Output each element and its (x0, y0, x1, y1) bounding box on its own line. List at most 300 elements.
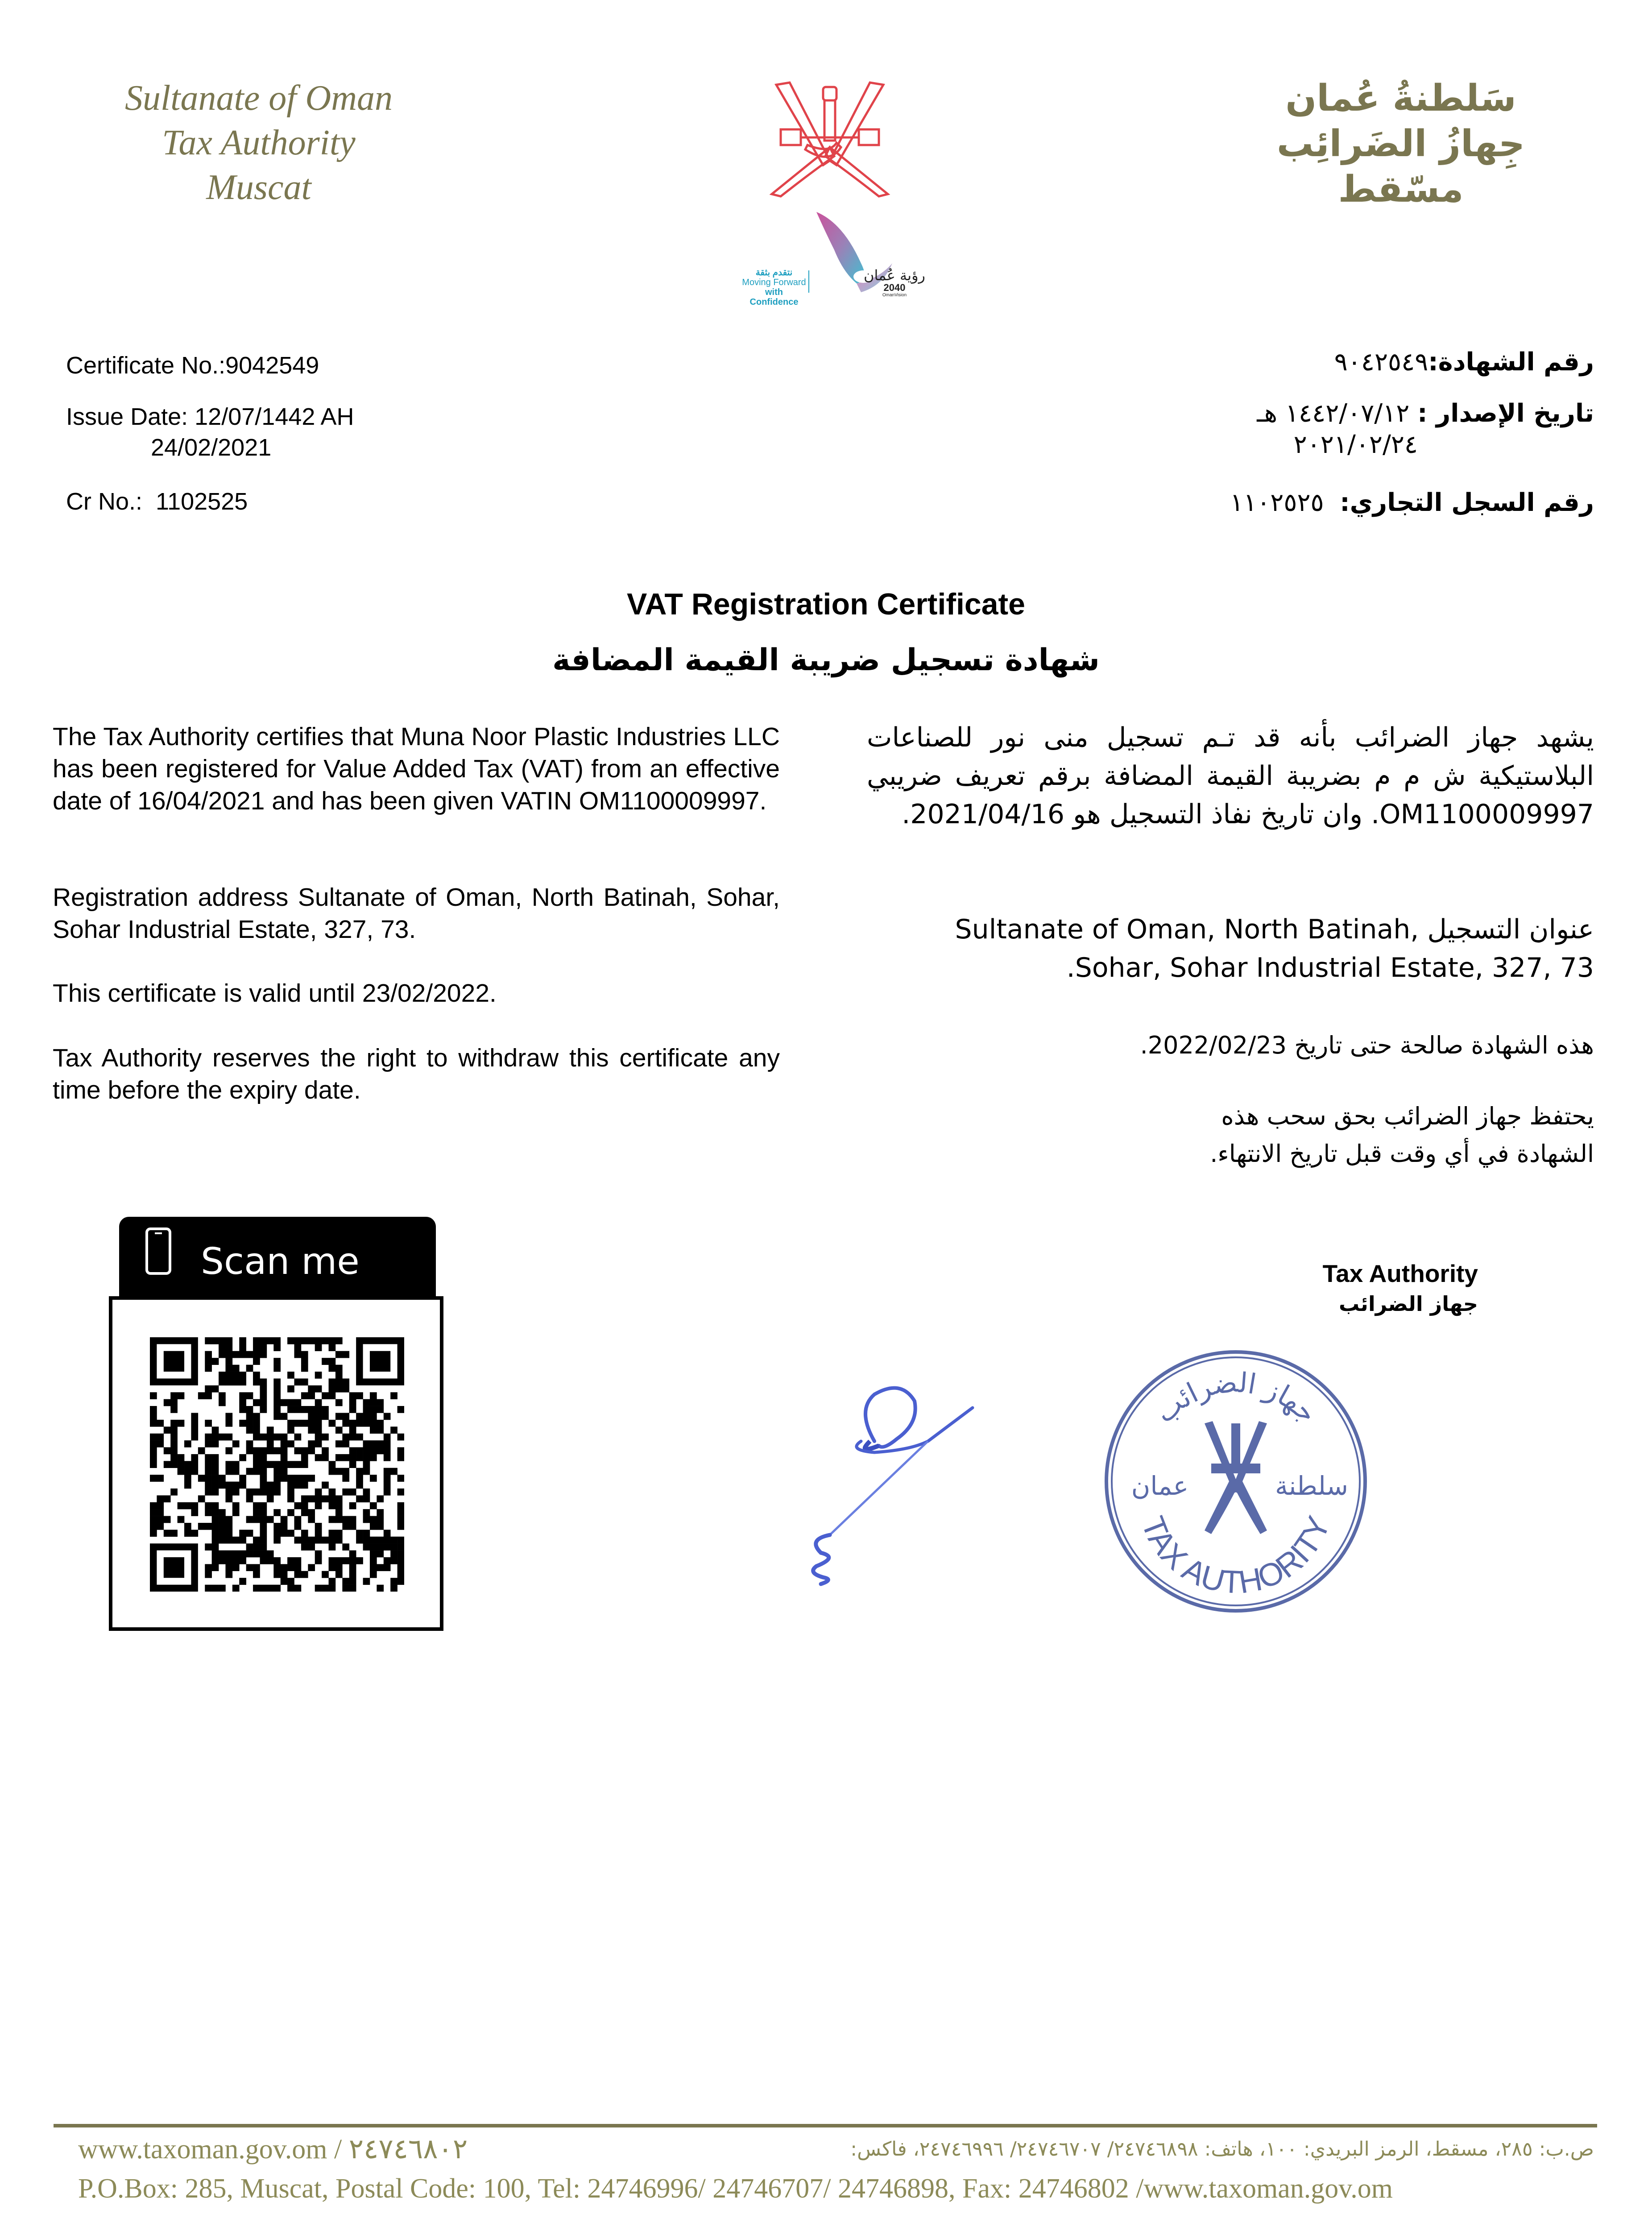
header-ar-line-country: سَلطنةُ عُمان (1285, 77, 1516, 120)
qr-module (219, 1537, 226, 1544)
certificate-title-ar: شهادة تسجيل ضريبة القيمة المضافة (552, 643, 1100, 678)
qr-module (363, 1454, 370, 1461)
qr-module (212, 1585, 219, 1592)
qr-module (390, 1427, 397, 1434)
qr-module (329, 1378, 336, 1385)
qr-module (212, 1537, 219, 1544)
qr-module (322, 1454, 329, 1461)
qr-module (260, 1385, 267, 1393)
qr-module (273, 1468, 281, 1475)
qr-module (363, 1509, 370, 1516)
qr-module (219, 1523, 226, 1530)
qr-module (178, 1516, 185, 1523)
qr-module (178, 1468, 185, 1475)
qr-module (212, 1358, 219, 1365)
qr-module (342, 1468, 349, 1475)
qr-module (356, 1495, 363, 1502)
qr-module (232, 1537, 240, 1544)
qr-module (267, 1337, 274, 1344)
qr-module (273, 1337, 281, 1344)
qr-module (273, 1399, 281, 1406)
qr-module (170, 1489, 178, 1496)
qr-module (370, 1516, 377, 1523)
qr-module (281, 1413, 288, 1420)
qr-module (273, 1509, 281, 1516)
qr-module (356, 1392, 363, 1399)
qr-module (384, 1440, 391, 1447)
qr-module (219, 1392, 226, 1399)
qr-module (184, 1461, 191, 1468)
qr-module (377, 1406, 384, 1413)
qr-module (315, 1537, 322, 1544)
qr-module (267, 1461, 274, 1468)
qr-module (377, 1509, 384, 1516)
qr-module (246, 1406, 253, 1413)
qr-module (335, 1337, 343, 1344)
qr-module (363, 1543, 370, 1551)
qr-module (294, 1378, 302, 1385)
qr-module (370, 1564, 377, 1571)
qr-module (335, 1516, 343, 1523)
qr-module (329, 1489, 336, 1496)
qr-module (349, 1447, 356, 1454)
qr-module (335, 1509, 343, 1516)
qr-module (370, 1523, 377, 1530)
qr-module (397, 1578, 404, 1585)
qr-module (287, 1530, 294, 1537)
qr-module (322, 1585, 329, 1592)
qr-module (281, 1447, 288, 1454)
qr-module (170, 1399, 178, 1406)
qr-module (205, 1461, 212, 1468)
qr-module (150, 1530, 157, 1537)
qr-module (342, 1543, 349, 1551)
qr-module (294, 1523, 302, 1530)
qr-module (157, 1475, 164, 1482)
qr-module (349, 1489, 356, 1496)
qr-module (260, 1509, 267, 1516)
qr-module (157, 1434, 164, 1441)
qr-module (349, 1406, 356, 1413)
qr-module (184, 1440, 191, 1447)
qr-module (322, 1337, 329, 1344)
qr-module (253, 1509, 260, 1516)
qr-module (150, 1406, 157, 1413)
qr-module (329, 1344, 336, 1351)
body-ar-withdrawal: يحتفظ جهاز الضرائب بحق سحب هذه الشهادة في أي وقت قبل تاريخ الانتهاء. (1210, 1102, 1594, 1168)
qr-module (329, 1358, 336, 1365)
qr-module (363, 1537, 370, 1544)
qr-module (370, 1502, 377, 1509)
qr-module (239, 1344, 246, 1351)
qr-module (267, 1557, 274, 1564)
qr-module (205, 1475, 212, 1482)
qr-module (219, 1530, 226, 1537)
qr-module (253, 1489, 260, 1496)
qr-module (301, 1537, 308, 1544)
qr-module (301, 1482, 308, 1489)
qr-module (225, 1516, 232, 1523)
qr-module (157, 1440, 164, 1447)
qr-module (253, 1434, 260, 1441)
qr-module (219, 1509, 226, 1516)
certificate-label-ar: رقم الشهادة: (1428, 348, 1594, 377)
qr-module (322, 1392, 329, 1399)
qr-module (301, 1337, 308, 1344)
qr-module (315, 1372, 322, 1379)
qr-module (281, 1454, 288, 1461)
qr-finder-pattern (164, 1351, 184, 1372)
cr-value-ar: ١١٠٢٥٢٥ (1230, 488, 1324, 517)
qr-module (212, 1489, 219, 1496)
qr-module (150, 1413, 157, 1420)
qr-module (232, 1551, 240, 1558)
qr-module (260, 1447, 267, 1454)
qr-module (329, 1537, 336, 1544)
qr-module (342, 1523, 349, 1530)
qr-module (157, 1509, 164, 1516)
qr-module (308, 1543, 315, 1551)
qr-module (219, 1434, 226, 1441)
qr-module (335, 1372, 343, 1379)
qr-module (198, 1392, 205, 1399)
qr-module (232, 1351, 240, 1358)
qr-module (329, 1530, 336, 1537)
qr-module (191, 1461, 198, 1468)
qr-module (308, 1392, 315, 1399)
qr-module (397, 1447, 404, 1454)
qr-module (315, 1399, 322, 1406)
qr-module (356, 1482, 363, 1489)
qr-module (212, 1564, 219, 1571)
qr-module (225, 1461, 232, 1468)
qr-module (301, 1358, 308, 1365)
vision-tagline (741, 268, 807, 307)
qr-module (212, 1385, 219, 1393)
qr-module (150, 1447, 157, 1454)
qr-module (267, 1489, 274, 1496)
qr-module (191, 1509, 198, 1516)
qr-module (370, 1399, 377, 1406)
qr-module (287, 1337, 294, 1344)
qr-module (225, 1372, 232, 1379)
qr-module (397, 1406, 404, 1413)
qr-module (205, 1358, 212, 1365)
qr-module (273, 1482, 281, 1489)
qr-module (363, 1530, 370, 1537)
qr-module (273, 1385, 281, 1393)
qr-module (253, 1571, 260, 1578)
qr-module (239, 1482, 246, 1489)
qr-module (184, 1482, 191, 1489)
qr-module (294, 1564, 302, 1571)
qr-module (301, 1530, 308, 1537)
qr-module (349, 1392, 356, 1399)
qr-module (219, 1399, 226, 1406)
qr-module (253, 1468, 260, 1475)
qr-module (315, 1434, 322, 1441)
qr-module (294, 1571, 302, 1578)
qr-module (308, 1440, 315, 1447)
qr-module (390, 1585, 397, 1592)
qr-module (287, 1489, 294, 1496)
qr-module (335, 1495, 343, 1502)
qr-module (342, 1440, 349, 1447)
qr-module (342, 1475, 349, 1482)
qr-module (315, 1489, 322, 1496)
qr-module (205, 1365, 212, 1372)
qr-module (267, 1551, 274, 1558)
qr-module (246, 1447, 253, 1454)
qr-module (356, 1530, 363, 1537)
qr-module (335, 1557, 343, 1564)
qr-module (273, 1585, 281, 1592)
qr-module (232, 1365, 240, 1372)
qr-module (294, 1516, 302, 1523)
qr-module (349, 1427, 356, 1434)
qr-module (335, 1378, 343, 1385)
qr-code[interactable] (150, 1337, 404, 1592)
qr-module (294, 1447, 302, 1454)
qr-module (384, 1447, 391, 1454)
qr-module (253, 1543, 260, 1551)
certificate-value-ar: ٩٠٤٢٥٤٩ (1334, 348, 1428, 377)
qr-module (260, 1585, 267, 1592)
qr-module (267, 1440, 274, 1447)
qr-module (212, 1551, 219, 1558)
qr-module (205, 1440, 212, 1447)
qr-module (212, 1475, 219, 1482)
qr-module (273, 1461, 281, 1468)
qr-module (150, 1502, 157, 1509)
qr-module (335, 1365, 343, 1372)
qr-module (308, 1475, 315, 1482)
qr-module (232, 1461, 240, 1468)
qr-module (246, 1468, 253, 1475)
qr-module (281, 1564, 288, 1571)
qr-module (239, 1399, 246, 1406)
qr-module (294, 1502, 302, 1509)
qr-module (205, 1523, 212, 1530)
qr-module (239, 1475, 246, 1482)
qr-module (281, 1475, 288, 1482)
qr-module (150, 1509, 157, 1516)
qr-module (253, 1427, 260, 1434)
qr-module (253, 1537, 260, 1544)
qr-module (370, 1551, 377, 1558)
qr-module (384, 1557, 391, 1564)
qr-module (246, 1564, 253, 1571)
qr-module (342, 1454, 349, 1461)
qr-module (267, 1516, 274, 1523)
qr-module (253, 1378, 260, 1385)
qr-module (260, 1551, 267, 1558)
qr-module (260, 1399, 267, 1406)
qr-module (157, 1516, 164, 1523)
tax-authority-stamp (1097, 1343, 1374, 1620)
qr-module (335, 1399, 343, 1406)
qr-module (205, 1420, 212, 1427)
qr-module (281, 1530, 288, 1537)
qr-module (225, 1551, 232, 1558)
qr-module (273, 1557, 281, 1564)
body-ar-address: عنوان التسجيل Sultanate of Oman, North Batinah, Sohar, Sohar Industrial Estate, 327, 73. (955, 914, 1594, 983)
qr-module (281, 1516, 288, 1523)
vision-year: 2040 (883, 282, 906, 293)
qr-module (164, 1495, 171, 1502)
qr-module (322, 1571, 329, 1578)
qr-module (225, 1420, 232, 1427)
qr-module (212, 1427, 219, 1434)
qr-module (384, 1482, 391, 1489)
qr-module (246, 1440, 253, 1447)
qr-finder-pattern (370, 1351, 390, 1372)
header-line-city: Muscat (206, 168, 311, 207)
smartphone-icon (145, 1227, 172, 1276)
qr-module (308, 1385, 315, 1393)
qr-module (377, 1564, 384, 1571)
qr-module (219, 1378, 226, 1385)
qr-module (273, 1406, 281, 1413)
issue-date-label-ar: تاريخ الإصدار : (1417, 399, 1594, 428)
qr-module (335, 1413, 343, 1420)
qr-module (315, 1344, 322, 1351)
qr-module (260, 1475, 267, 1482)
qr-module (315, 1495, 322, 1502)
header-line-authority: Tax Authority (162, 123, 356, 162)
qr-module (239, 1378, 246, 1385)
qr-module (273, 1413, 281, 1420)
qr-module (308, 1509, 315, 1516)
qr-module (253, 1372, 260, 1379)
vision-wordmark (861, 268, 928, 298)
qr-module (239, 1372, 246, 1379)
qr-module (329, 1543, 336, 1551)
qr-module (287, 1427, 294, 1434)
qr-module (315, 1454, 322, 1461)
qr-module (287, 1461, 294, 1468)
qr-module (329, 1337, 336, 1344)
qr-module (377, 1537, 384, 1544)
cr-value-en: 1102525 (156, 488, 248, 515)
body-ar-validity: هذه الشهادة صالحة حتى تاريخ 2022/02/23. (1140, 1031, 1594, 1059)
qr-module (239, 1392, 246, 1399)
qr-module (301, 1392, 308, 1399)
issue-date-ar (1257, 399, 1594, 428)
qr-module (191, 1502, 198, 1509)
qr-module (225, 1365, 232, 1372)
qr-module (294, 1475, 302, 1482)
qr-module (260, 1482, 267, 1489)
qr-module (191, 1420, 198, 1427)
qr-module (308, 1420, 315, 1427)
qr-module (191, 1413, 198, 1420)
qr-module (287, 1385, 294, 1393)
qr-module (225, 1523, 232, 1530)
qr-module (308, 1447, 315, 1454)
qr-module (239, 1337, 246, 1344)
header-arabic (1240, 76, 1561, 212)
qr-module (363, 1413, 370, 1420)
qr-module (212, 1440, 219, 1447)
qr-module (349, 1454, 356, 1461)
qr-module (349, 1434, 356, 1441)
qr-module (315, 1427, 322, 1434)
qr-module (342, 1420, 349, 1427)
qr-module (308, 1413, 315, 1420)
qr-module (349, 1585, 356, 1592)
qr-module (342, 1385, 349, 1393)
qr-module (253, 1454, 260, 1461)
qr-module (273, 1365, 281, 1372)
qr-module (253, 1551, 260, 1558)
qr-module (349, 1557, 356, 1564)
qr-module (198, 1495, 205, 1502)
qr-module (150, 1440, 157, 1447)
qr-module (287, 1406, 294, 1413)
qr-module (232, 1468, 240, 1475)
qr-module (205, 1468, 212, 1475)
header-english (103, 76, 415, 210)
qr-module (384, 1468, 391, 1475)
qr-module (170, 1454, 178, 1461)
qr-module (363, 1461, 370, 1468)
qr-module (246, 1413, 253, 1420)
qr-module (212, 1557, 219, 1564)
qr-module (363, 1489, 370, 1496)
qr-module (356, 1434, 363, 1441)
qr-module (377, 1420, 384, 1427)
qr-module (253, 1399, 260, 1406)
qr-module (370, 1543, 377, 1551)
scan-me-label: Scan me (201, 1240, 360, 1283)
qr-module (232, 1378, 240, 1385)
qr-module (335, 1537, 343, 1544)
qr-module (287, 1399, 294, 1406)
qr-module (205, 1337, 212, 1344)
issue-date-hijri-ar: ١٤٤٢/٠٧/١٢ هـ (1257, 399, 1410, 428)
qr-module (225, 1571, 232, 1578)
qr-code-frame[interactable] (109, 1296, 443, 1631)
qr-module (198, 1523, 205, 1530)
qr-module (225, 1434, 232, 1441)
qr-module (363, 1578, 370, 1585)
qr-module (390, 1537, 397, 1544)
qr-module (335, 1530, 343, 1537)
qr-module (294, 1461, 302, 1468)
qr-module (219, 1482, 226, 1489)
qr-module (281, 1434, 288, 1441)
qr-module (329, 1385, 336, 1393)
qr-module (225, 1489, 232, 1496)
qr-module (273, 1358, 281, 1365)
qr-module (150, 1475, 157, 1482)
qr-module (370, 1420, 377, 1427)
qr-module (239, 1454, 246, 1461)
qr-module (260, 1468, 267, 1475)
qr-module (370, 1427, 377, 1434)
qr-module (164, 1461, 171, 1468)
qr-module (329, 1461, 336, 1468)
qr-module (239, 1351, 246, 1358)
qr-module (178, 1420, 185, 1427)
qr-module (322, 1434, 329, 1441)
qr-module (301, 1447, 308, 1454)
signatory-ar: جهاز الضرائب (1338, 1292, 1478, 1316)
qr-module (294, 1337, 302, 1344)
qr-module (301, 1509, 308, 1516)
qr-module (363, 1495, 370, 1502)
